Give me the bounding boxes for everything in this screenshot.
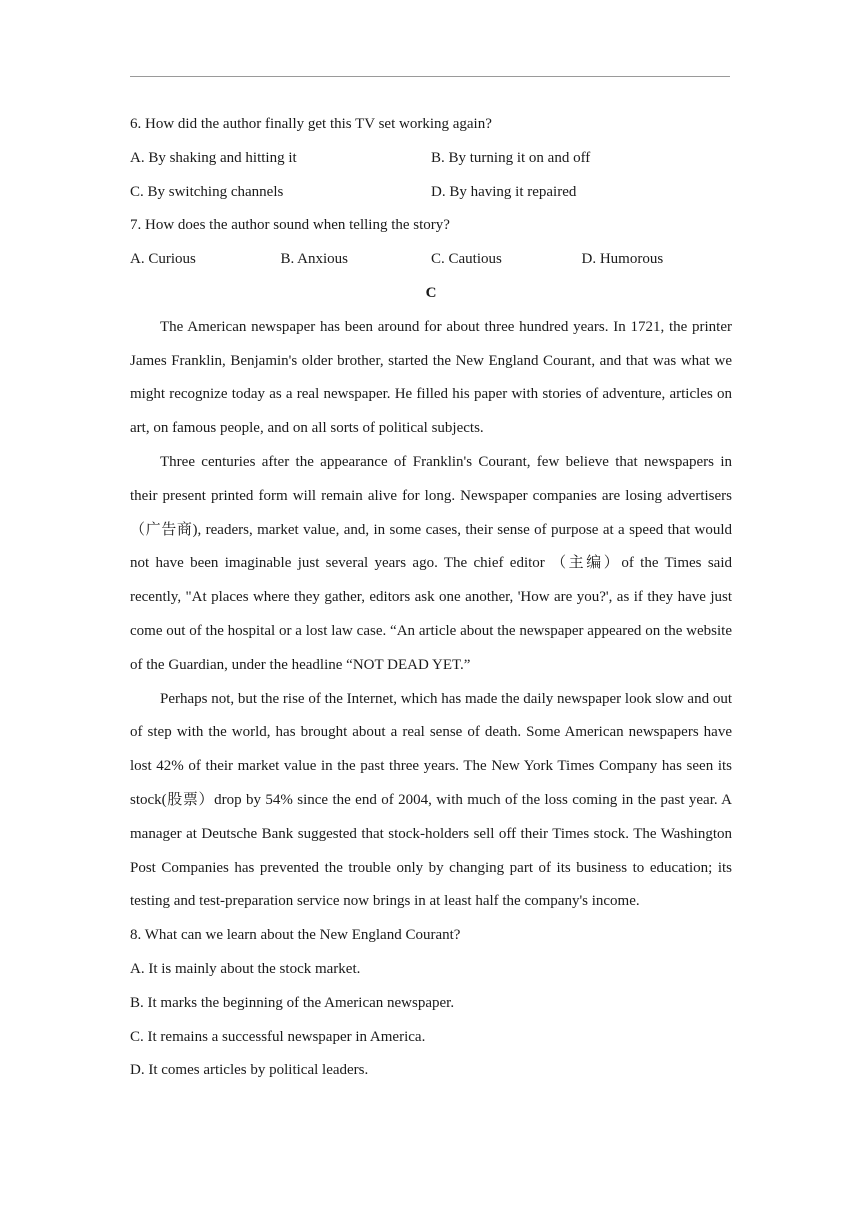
passage-paragraph-1: The American newspaper has been around for about three hundred years. In 1721, the printer James Franklin, Benjamin's older brother, started the New England Courant, and that was what we might recognize today as a real newspaper. He filled his paper with stories of adventure, articles on art, on famous people, and on all sorts of political subjects. [130,318,732,437]
header-rule [130,76,730,77]
passage-paragraph-2: Three centuries after the appearance of Franklin's Courant, few believe that newspapers in their present printed form will remain alive for long. Newspaper companies are losing advertisers（广告商), readers, market value, and, in some cases, their sense of purpose at a speed that would not have been imaginable just several years ago. The chief editor （主编）of the Times said recently, "At places where they gather, editors ask one another, 'How are you?', as if they have just come out of the hospital or a lost law case. “An article about the newspaper appeared on the website of the Guardian, under the headline “NOT DEAD YET.” [130,453,732,673]
question-6-option-a: A. By shaking and hitting it [130,149,297,166]
section-heading: C [425,284,437,301]
question-8-stem: 8. What can we learn about the New England Courant? [130,927,461,944]
document-page [130,108,732,1088]
question-6-option-c: C. By switching channels [130,183,284,200]
question-6-options-row-1 [130,142,732,176]
question-8-option-c: C. It remains a successful newspaper in America. [130,1028,426,1045]
question-7-option-a: A. Curious [130,251,196,268]
question-7-stem: 7. How does the author sound when telling the story? [130,217,450,234]
question-7-option-b: B. Anxious [280,251,349,268]
question-6-stem: 6. How did the author finally get this TV set working again? [130,116,492,132]
question-8-option-a: A. It is mainly about the stock market. [130,960,361,977]
passage-paragraph-3: Perhaps not, but the rise of the Internet, which has made the daily newspaper look slow and out of step with the world, has brought about a real sense of death. Some American newspapers have lost 42% of their market value in the past three years. The New York Times Company has seen its stock(股票）drop by 54% since the end of 2004, with much of the loss coming in the past year. A manager at Deutsche Bank suggested that stock-holders sell off their Times stock. The Washington Post Companies has prevented the trouble only by changing part of its business to education; its testing and test-preparation service now brings in at least half the company's income. [130,690,732,910]
question-7-options [130,243,732,277]
question-8-option-b: B. It marks the beginning of the American newspaper. [130,994,455,1011]
question-6-option-d: D. By having it repaired [431,183,577,200]
question-7-option-c: C. Cautious [431,251,502,268]
question-7-option-d: D. Humorous [581,251,664,268]
question-6-options-row-2 [130,176,732,210]
question-6-option-b: B. By turning it on and off [431,149,591,166]
question-8-option-d: D. It comes articles by political leaders. [130,1062,369,1079]
